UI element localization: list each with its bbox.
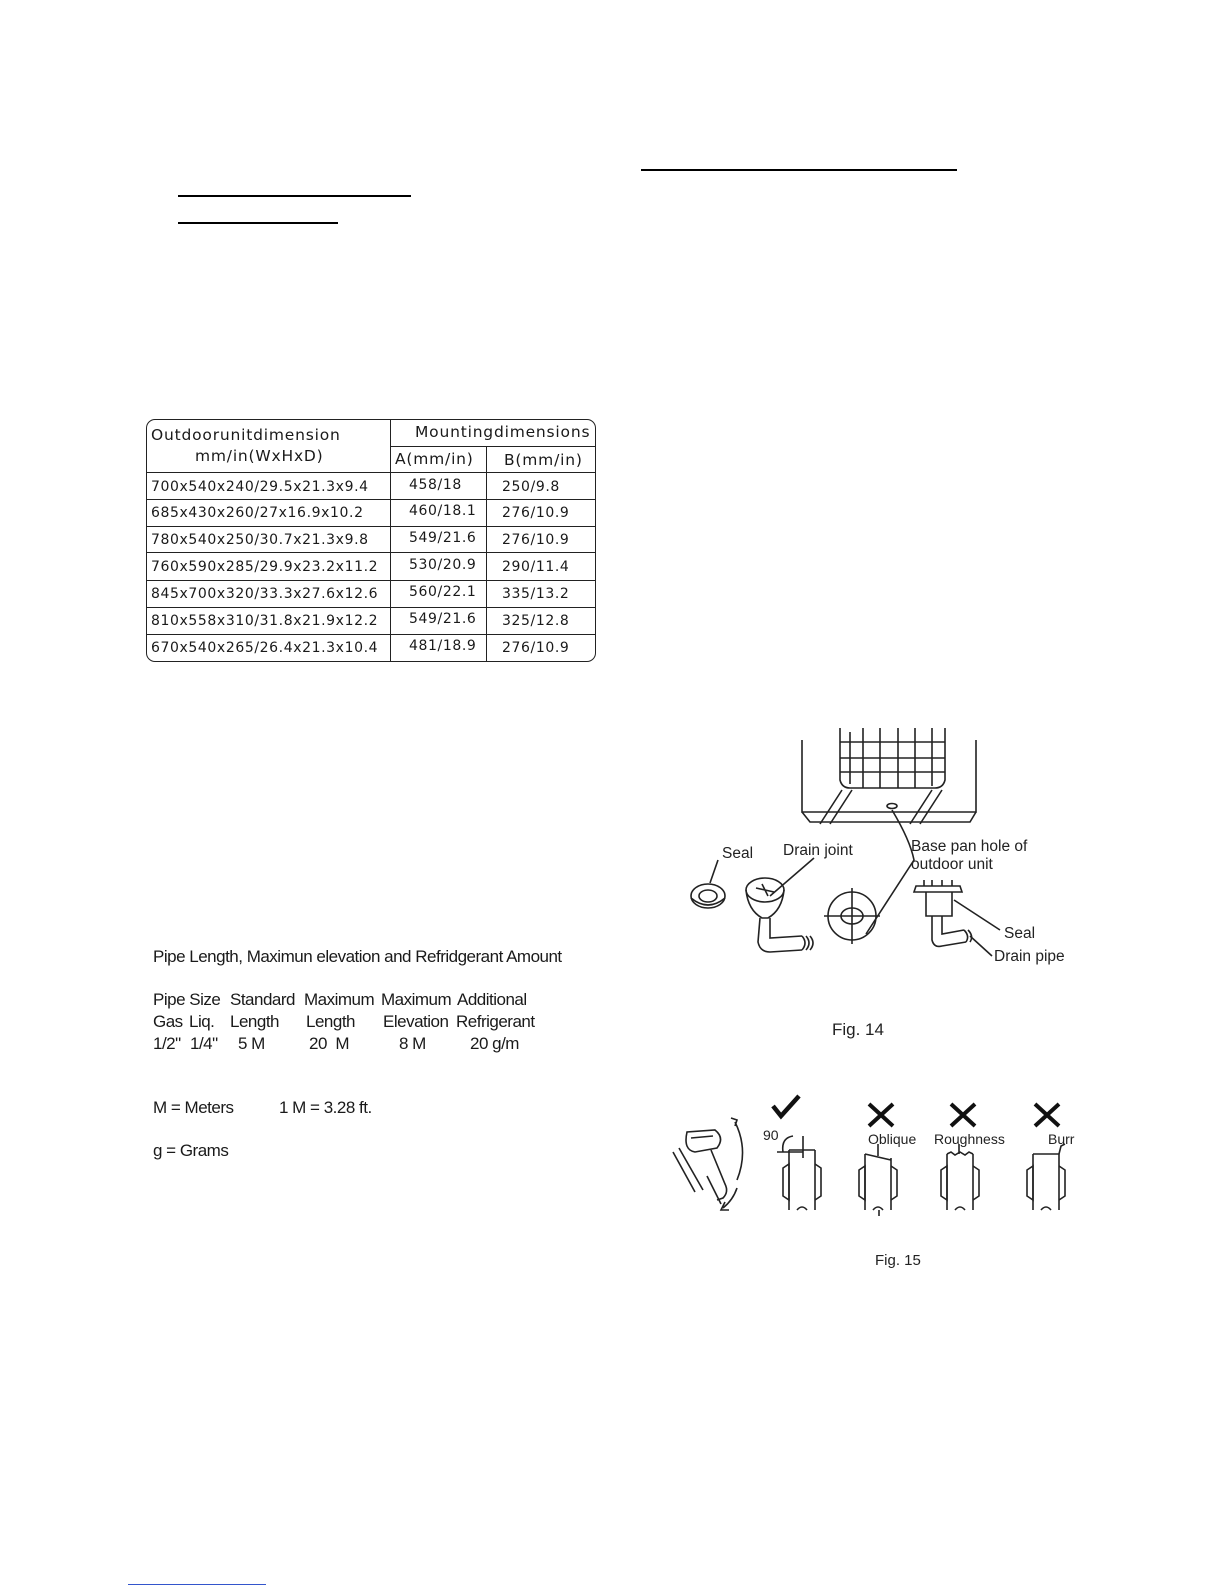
fig15-angle-label: 90 [763, 1127, 779, 1143]
note-meters: M = Meters [153, 1098, 234, 1117]
fig14-label-seal-right: Seal [1004, 925, 1036, 942]
table-cell-a: 549/21.6 [409, 611, 477, 627]
pipe-header-refrigerant: Refrigerant [456, 1012, 535, 1031]
table-cell-a: 530/20.9 [409, 557, 477, 573]
table-cell-b: 276/10.9 [502, 532, 570, 548]
fig14-label-base-pan-2: outdoor unit [911, 856, 993, 873]
fig14-label-drain-joint: Drain joint [783, 842, 853, 859]
table-cell-b: 276/10.9 [502, 640, 570, 656]
pipe-header-elevation: Elevation [383, 1012, 449, 1031]
dimension-table [146, 419, 596, 662]
pipe-header-maximum-elevation: Maximum [381, 990, 452, 1009]
table-cell-b: 290/11.4 [502, 559, 570, 575]
check-mark-icon [773, 1096, 799, 1116]
pipe-value-gas: 1/2" [153, 1034, 181, 1053]
pipe-header-maximum-length: Maximum [304, 990, 375, 1009]
table-cell-a: 549/21.6 [409, 530, 477, 546]
table-cell-b: 276/10.9 [502, 505, 570, 521]
cross-mark-icons [869, 1104, 1059, 1126]
table-cell-dimension: 700x540x240/29.5x21.3x9.4 [151, 479, 369, 495]
pipe-value-max-elevation: 8 M [399, 1034, 426, 1053]
pipe-value-max-length: 20 M [309, 1034, 350, 1053]
table-cell-a: 460/18.1 [409, 503, 477, 519]
table-cell-a: 481/18.9 [409, 638, 477, 654]
table-header-dimension: Outdoorunitdimension [151, 426, 341, 444]
fig14-caption: Fig. 14 [832, 1020, 884, 1039]
table-cell-b: 325/12.8 [502, 613, 570, 629]
pipe-header-gas: Gas [153, 1012, 183, 1031]
fig15-caption: Fig. 15 [875, 1252, 921, 1269]
table-cell-dimension: 845x700x320/33.3x27.6x12.6 [151, 586, 379, 602]
pipe-header-additional: Additional [457, 990, 527, 1009]
heading-underline-left-1 [178, 195, 411, 197]
pipe-header-standard: Standard [230, 990, 295, 1009]
table-cell-dimension: 685x430x260/27x16.9x10.2 [151, 505, 364, 521]
pipe-value-standard-length: 5 M [238, 1034, 265, 1053]
pipe-header-length-2: Length [306, 1012, 355, 1031]
fig15-label-oblique: Oblique [868, 1131, 917, 1147]
pipe-header-pipe-size: Pipe Size [153, 990, 221, 1009]
table-cell-a: 458/18 [409, 477, 462, 493]
note-grams: g = Grams [153, 1141, 229, 1160]
table-cell-b: 335/13.2 [502, 586, 570, 602]
pipe-value-additional-refrigerant: 20 g/m [470, 1034, 519, 1053]
table-cell-a: 560/22.1 [409, 584, 477, 600]
fig15-label-roughness: Roughness [934, 1131, 1005, 1147]
table-cell-dimension: 780x540x250/30.7x21.3x9.8 [151, 532, 369, 548]
note-conversion: 1 M = 3.28 ft. [279, 1098, 372, 1117]
heading-underline-right [641, 169, 957, 171]
fig15-label-burr: Burr [1048, 1131, 1075, 1147]
pipe-header-liq: Liq. [189, 1012, 215, 1031]
pipe-info-title: Pipe Length, Maximun elevation and Refridgerant Amount [153, 947, 562, 966]
fig14-label-drain-pipe: Drain pipe [994, 948, 1065, 965]
heading-underline-left-2 [178, 222, 338, 224]
table-header-a: A(mm/in) [395, 450, 474, 468]
table-cell-b: 250/9.8 [502, 479, 560, 495]
table-header-b: B(mm/in) [504, 451, 583, 469]
table-header-mounting: Mountingdimensions [415, 423, 591, 441]
fig14-drain-diagram [670, 720, 1090, 980]
table-header-dimension-unit: mm/in(WxHxD) [195, 447, 324, 465]
table-cell-dimension: 810x558x310/31.8x21.9x12.2 [151, 613, 379, 629]
fig14-label-seal-left: Seal [722, 845, 754, 862]
fig15-cut-diagram [665, 1092, 1095, 1222]
fig14-label-base-pan-1: Base pan hole of [911, 838, 1028, 855]
pipe-header-length-1: Length [230, 1012, 279, 1031]
table-cell-dimension: 760x590x285/29.9x23.2x11.2 [151, 559, 379, 575]
table-cell-dimension: 670x540x265/26.4x21.3x10.4 [151, 640, 379, 656]
pipe-value-liq: 1/4" [190, 1034, 218, 1053]
